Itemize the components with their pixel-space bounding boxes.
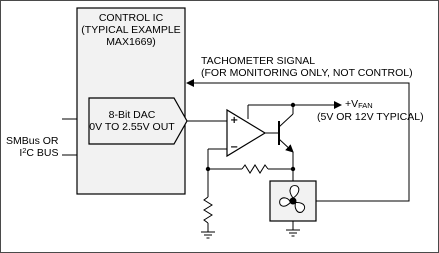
opamp-minus-sign: −: [230, 142, 239, 153]
smbus-label: [6, 135, 59, 160]
vfan-subscript: FAN: [358, 101, 373, 110]
schematic-canvas: [1, 1, 438, 252]
smbus-line2: [6, 147, 59, 160]
junction-dot-emitter: [291, 167, 295, 171]
control-ic-line2: (TYPICAL EXAMPLE: [81, 24, 181, 36]
vfan-prefix: +V: [345, 98, 359, 110]
ground-resistor: [204, 197, 212, 223]
dac-line1: 8-Bit DAC: [108, 109, 156, 121]
control-ic-label: [77, 12, 185, 48]
dac-label: [89, 109, 175, 133]
tachometer-label: [201, 55, 413, 79]
feedback-resistor: [242, 165, 268, 173]
smbus-superscript: 2: [22, 146, 27, 155]
smbus-line1: SMBus OR: [6, 135, 59, 147]
npn-transistor-symbol: [279, 114, 293, 152]
junction-dot-vfan: [291, 103, 295, 107]
opamp-plus-sign: +: [230, 115, 239, 126]
dac-line2: 0V TO 2.55V OUT: [89, 121, 175, 133]
vfan-label: [345, 98, 373, 111]
control-ic-line1: CONTROL IC: [98, 12, 164, 24]
tachometer-line2: (FOR MONITORING ONLY, NOT CONTROL): [201, 67, 413, 79]
ground-symbol-right: [286, 230, 300, 236]
smbus-i: I: [19, 147, 23, 159]
control-ic-line3: MAX1669): [106, 36, 156, 48]
ground-symbol-left: [201, 232, 215, 238]
vfan-note: (5V OR 12V TYPICAL): [317, 111, 424, 123]
smbus-suffix: C BUS: [26, 147, 59, 159]
tachometer-line1: TACHOMETER SIGNAL: [201, 55, 316, 67]
